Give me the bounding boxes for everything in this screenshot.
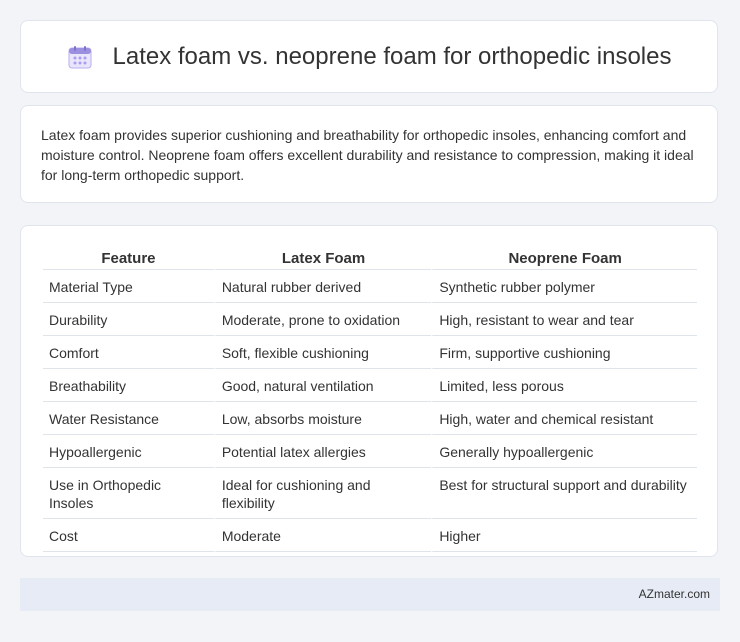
table-row: [43, 468, 697, 519]
feature-cell: Comfort: [43, 336, 214, 369]
title-bar: [21, 21, 717, 92]
summary-card: [20, 105, 718, 203]
neoprene-cell: Best for structural support and durability: [431, 468, 697, 519]
table-row: [43, 369, 697, 402]
feature-cell: Use in Orthopedic Insoles: [43, 468, 214, 519]
footer-brand: AZmater.com: [638, 587, 710, 601]
latex-cell: Natural rubber derived: [214, 270, 432, 303]
latex-cell: Low, absorbs moisture: [214, 402, 432, 435]
footer-bar: [20, 578, 720, 611]
header-neoprene-foam: Neoprene Foam: [431, 247, 697, 270]
summary-text: Latex foam provides superior cushioning and breathability for orthopedic insoles, enhancing comfort and moisture control. Neoprene foam offers excellent durability and resistance to compression, making it ideal for long-term orthopedic support.: [41, 127, 694, 183]
calendar-icon: [67, 44, 93, 70]
title-card: [20, 20, 718, 93]
neoprene-cell: Limited, less porous: [431, 369, 697, 402]
table-row: [43, 435, 697, 468]
neoprene-cell: Firm, supportive cushioning: [431, 336, 697, 369]
table-row: [43, 402, 697, 435]
comparison-card: [20, 225, 718, 557]
table-row: [43, 303, 697, 336]
feature-cell: Durability: [43, 303, 214, 336]
latex-cell: Moderate, prone to oxidation: [214, 303, 432, 336]
feature-cell: Cost: [43, 519, 214, 552]
header-latex-foam: Latex Foam: [214, 247, 432, 270]
neoprene-cell: Synthetic rubber polymer: [431, 270, 697, 303]
table-row: [43, 336, 697, 369]
table-row: [43, 270, 697, 303]
neoprene-cell: Generally hypoallergenic: [431, 435, 697, 468]
neoprene-cell: High, water and chemical resistant: [431, 402, 697, 435]
latex-cell: Ideal for cushioning and flexibility: [214, 468, 432, 519]
comparison-table: [43, 247, 697, 552]
feature-cell: Hypoallergenic: [43, 435, 214, 468]
neoprene-cell: High, resistant to wear and tear: [431, 303, 697, 336]
table-row: [43, 519, 697, 552]
neoprene-cell: Higher: [431, 519, 697, 552]
header-feature: Feature: [43, 247, 214, 270]
latex-cell: Potential latex allergies: [214, 435, 432, 468]
feature-cell: Breathability: [43, 369, 214, 402]
feature-cell: Material Type: [43, 270, 214, 303]
latex-cell: Soft, flexible cushioning: [214, 336, 432, 369]
feature-cell: Water Resistance: [43, 402, 214, 435]
table-header-row: [43, 247, 697, 270]
page-title: Latex foam vs. neoprene foam for orthopedic insoles: [112, 42, 672, 70]
latex-cell: Moderate: [214, 519, 432, 552]
latex-cell: Good, natural ventilation: [214, 369, 432, 402]
